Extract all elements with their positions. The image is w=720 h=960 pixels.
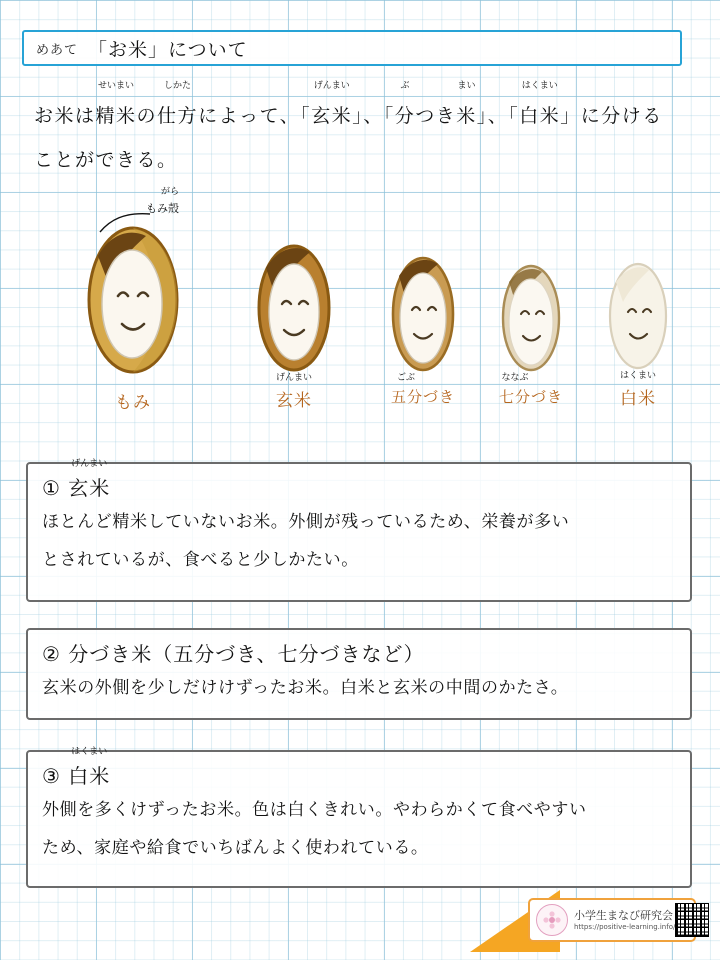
kanji-hakumai: 白米 <box>519 105 561 127</box>
ruby-text-label-nanabu: ななぶ <box>501 373 529 383</box>
objective-label: めあて <box>36 42 79 58</box>
grain-genmai <box>234 238 354 428</box>
ruby-label-nanabu <box>498 373 564 407</box>
section-box-3 <box>26 747 692 888</box>
section-2-heading <box>42 638 678 667</box>
grain-hakumai <box>586 252 690 424</box>
grain-label-nanabuzuki <box>498 373 564 407</box>
kanji-shikata: 仕方 <box>157 105 199 127</box>
section-1-line-1: ほとんど精米していないお米。外側が残っているため、栄養が多い <box>42 512 570 532</box>
section-1-heading <box>42 459 678 501</box>
section-3-number: ③ <box>42 764 61 788</box>
grain-gobuzuki-illustration <box>368 248 478 378</box>
intro-text-b: の <box>136 105 158 127</box>
section-3-heading-text: 白米 <box>68 764 111 788</box>
ruby-text-label-hakumai: はくまい <box>620 371 657 381</box>
intro-text-tsuki: つき <box>415 105 457 127</box>
grain-label-genmai-text: 玄米 <box>276 391 312 411</box>
grain-label-genmai <box>276 373 313 411</box>
intro-text-c: によって、「 <box>198 105 312 127</box>
site-name: 小学生まなび研究会 <box>574 908 673 922</box>
grain-nanabuzuki-illustration <box>478 256 584 380</box>
page-title: 「お米」について <box>88 38 248 61</box>
grain-label-nanabuzuki-text: 七分づき <box>498 388 564 406</box>
grain-momi <box>58 220 208 420</box>
intro-paragraph <box>34 81 694 182</box>
ruby-seimai <box>95 81 137 138</box>
grain-label-hakumai <box>620 371 657 409</box>
section-3-line-1: 外側を多くけずったお米。色は白くきれい。やわらかくて食べやすい <box>42 800 587 820</box>
ruby-text-label-genmai: げんまい <box>276 373 313 383</box>
ruby-label-hakumai <box>620 371 657 409</box>
intro-line-2: ことができる。 <box>34 149 178 171</box>
ruby-mai <box>456 81 477 138</box>
ruby-text-gara: がら <box>161 187 180 197</box>
ruby-text-hakumai: はくまい <box>521 81 558 91</box>
grain-hakumai-illustration <box>586 252 690 378</box>
ruby-text-section-3: はくまい <box>71 747 108 757</box>
section-1-line-2: とされているが、食べると少しかたい。 <box>42 550 359 570</box>
ruby-text-mai: まい <box>457 81 476 91</box>
ruby-genmai <box>311 81 353 138</box>
qr-code-icon[interactable] <box>675 903 709 937</box>
intro-text-d: 」、「 <box>352 105 395 127</box>
grain-label-hakumai-text: 白米 <box>620 389 656 409</box>
section-3-heading <box>42 747 678 789</box>
intro-line-1 <box>34 81 694 138</box>
section-box-2 <box>26 628 692 720</box>
section-2-number: ② <box>42 642 61 666</box>
intro-text-e: 」、「 <box>476 105 520 127</box>
kanji-genmai: 玄米 <box>311 105 353 127</box>
grain-genmai-illustration <box>234 238 354 378</box>
grain-label-gobuzuki <box>390 373 456 407</box>
site-logo-icon <box>536 904 568 936</box>
ruby-text-genmai: げんまい <box>313 81 350 91</box>
site-badge[interactable] <box>528 898 696 942</box>
ruby-text-section-1: げんまい <box>71 459 108 469</box>
grain-gobuzuki <box>368 248 478 428</box>
section-box-1 <box>26 459 692 602</box>
husk-callout-text: もみ殻 <box>146 202 179 215</box>
ruby-shikata <box>157 81 199 138</box>
section-1-number: ① <box>42 476 61 500</box>
intro-text-a: お米は <box>34 105 96 127</box>
ruby-section-3 <box>68 747 111 789</box>
section-3-line-2: ため、家庭や給食でいちばんよく使われている。 <box>42 838 429 858</box>
section-2-heading-text: 分づき米（五分づき、七分づきなど） <box>68 642 425 666</box>
grain-label-gobuzuki-text: 五分づき <box>390 388 456 406</box>
section-2-line-1: 玄米の外側を少しだけけずったお米。白米と玄米の中間のかたさ。 <box>42 678 569 698</box>
site-badge-texts <box>574 909 675 932</box>
site-url: https://positive-learning.info/ <box>574 922 676 931</box>
ruby-bu <box>394 81 416 138</box>
ruby-section-1 <box>68 459 111 501</box>
ruby-text-label-gobu: ごぶ <box>396 373 415 383</box>
rice-grain-diagram <box>26 187 694 426</box>
ruby-text-shikata: しかた <box>164 81 192 91</box>
ruby-label-gobu <box>390 373 456 407</box>
kanji-mai: 米 <box>456 105 477 127</box>
grain-momi-illustration <box>58 220 208 380</box>
kanji-bu: 分 <box>394 105 416 127</box>
flower-icon <box>542 910 562 930</box>
grain-label-momi: もみ <box>115 393 151 413</box>
ruby-text-seimai: せいまい <box>98 81 135 91</box>
grain-nanabuzuki <box>478 256 584 426</box>
objective-header <box>22 30 682 66</box>
intro-text-f: 」に分ける <box>560 105 663 127</box>
ruby-hakumai <box>519 81 561 138</box>
ruby-label-genmai <box>276 373 313 411</box>
kanji-seimai: 精米 <box>95 105 137 127</box>
section-1-heading-text: 玄米 <box>68 476 111 500</box>
ruby-text-bu: ぶ <box>400 81 410 91</box>
